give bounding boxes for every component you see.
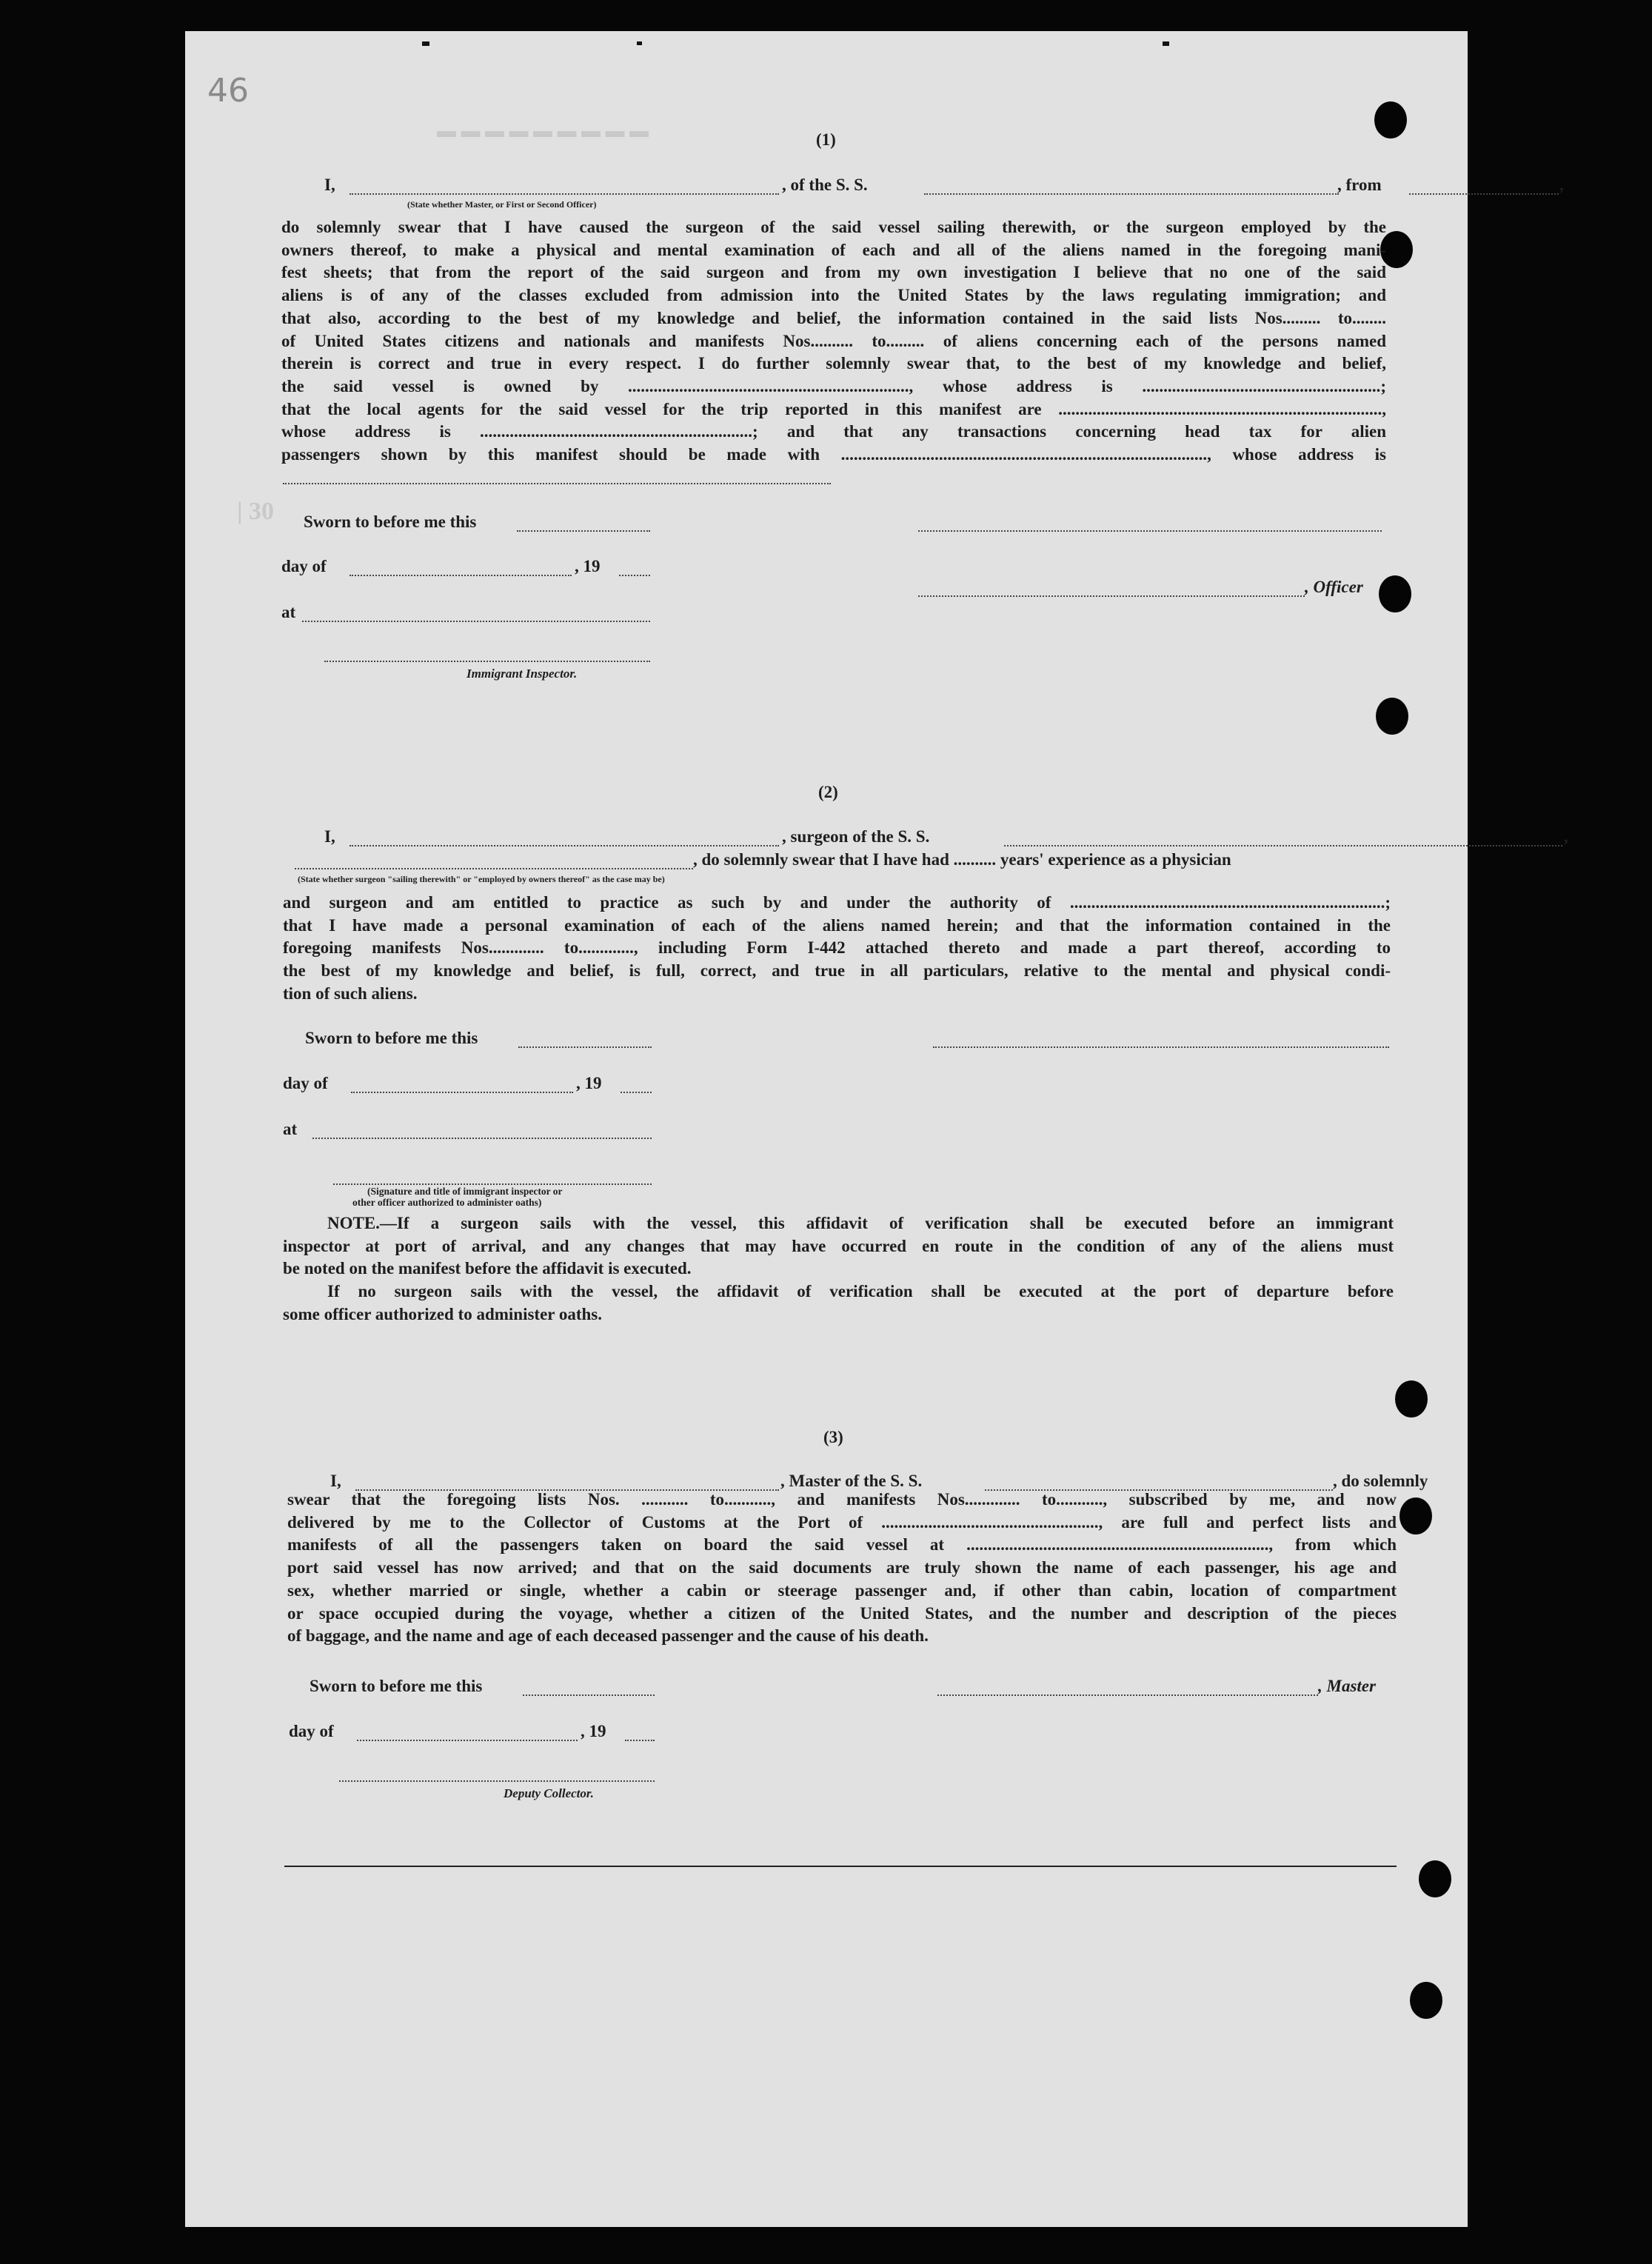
s2-note-line: be noted on the manifest before the affidavit is executed. xyxy=(283,1259,692,1278)
s2-surgeon-of-label: , surgeon of the S. S. xyxy=(782,827,930,846)
s3-collector-signature-field[interactable] xyxy=(339,1780,655,1782)
s2-surgeon-name-field[interactable] xyxy=(350,845,779,847)
s2-sworn-label: Sworn to before me this xyxy=(305,1029,478,1047)
s3-master-label: , Master xyxy=(1318,1677,1376,1695)
s3-oath-line: port said vessel has now arrived; and that on the said documents are truly shown the name of each passenger, his age and xyxy=(287,1558,1397,1577)
s1-oath-line: therein is correct and true in every respect. I do further solemnly swear that, to the best of my knowledge and belief, xyxy=(281,354,1386,373)
punch-hole xyxy=(1419,1860,1451,1897)
s2-signature-field[interactable] xyxy=(933,1046,1389,1048)
punch-hole xyxy=(1376,698,1408,735)
s2-month-field[interactable] xyxy=(351,1092,573,1093)
s2-sig-note-2: other officer authorized to administer oaths) xyxy=(352,1197,542,1208)
s2-at-label: at xyxy=(283,1120,298,1138)
s2-day-of-label: day of xyxy=(283,1074,328,1092)
s2-sworn-date-field[interactable] xyxy=(518,1046,652,1048)
s3-master-of-label: , Master of the S. S. xyxy=(780,1472,923,1490)
s2-note-line: inspector at port of arrival, and any changes that may have occurred en route in the condition of any of the aliens must xyxy=(283,1236,1394,1255)
s2-surgeon-type-field[interactable] xyxy=(295,868,693,869)
s2-year-field[interactable] xyxy=(621,1092,652,1093)
s1-officer-note: (State whether Master, or First or Second Officer) xyxy=(407,199,597,210)
s1-oath-line: owners thereof, to make a physical and mental examination of each and all of the aliens named in the foregoing mani- xyxy=(281,240,1386,259)
s1-from-port-field[interactable] xyxy=(1409,193,1559,195)
s1-sworn-label: Sworn to before me this xyxy=(304,512,477,531)
s2-oath-line: and surgeon and am entitled to practice as such by and under the authority of ..........................................................................; xyxy=(283,893,1391,912)
section-3-heading: (3) xyxy=(823,1428,843,1446)
s3-oath-line: delivered by me to the Collector of Customs at the Port of ..................................................., are full and perfect lists and xyxy=(287,1512,1397,1532)
s1-oath-line: whose address is ................................................................; and that any transactions concerning head tax for alien xyxy=(281,422,1386,441)
punch-hole xyxy=(1379,575,1411,612)
s3-day-of-label: day of xyxy=(289,1722,334,1740)
s1-inspector-label: Immigrant Inspector. xyxy=(466,667,578,681)
s1-oath-line: do solemnly swear that I have caused the surgeon of the said vessel sailing therewith, or the surgeon employed by the xyxy=(281,218,1386,236)
s1-oath-line: that the local agents for the said vessel for the trip reported in this manifest are ............................................................................, xyxy=(281,399,1386,418)
s3-oath-line: of baggage, and the name and age of each deceased passenger and the cause of his death. xyxy=(287,1626,929,1646)
s2-solemnly-line: , do solemnly swear that I have had .......... years' experience as a physician xyxy=(693,850,1231,869)
s1-at-place-field[interactable] xyxy=(302,621,650,622)
s1-officer-name-field[interactable] xyxy=(350,193,779,195)
s2-note-line: NOTE.—If a surgeon sails with the vessel, this affidavit of verification shall be executed before an immigrant xyxy=(327,1214,1394,1232)
s1-signature-field[interactable] xyxy=(918,530,1382,532)
s3-year-label: , 19 xyxy=(581,1722,606,1740)
s3-month-field[interactable] xyxy=(357,1740,578,1741)
page-corner-mark: 46 xyxy=(207,72,249,110)
s3-oath-paragraph xyxy=(287,1489,1397,1648)
s1-sworn-date-field[interactable] xyxy=(517,530,650,532)
s1-at-label: at xyxy=(281,603,296,621)
s1-trailing-comma: , xyxy=(1559,176,1564,194)
s3-oath-line: manifests of all the passengers taken on board the said vessel at ......................................................................., from which xyxy=(287,1535,1397,1555)
bottom-rule xyxy=(284,1866,1397,1867)
punch-hole xyxy=(1410,1982,1442,2019)
s3-year-field[interactable] xyxy=(625,1740,655,1741)
s1-oath-line: the said vessel is owned by .................................................................., whose address is ........................................................; xyxy=(281,376,1386,395)
s2-oath-line: the best of my knowledge and belief, is full, correct, and true in all particulars, relative to the mental and physical condi- xyxy=(283,961,1391,981)
s3-collector-label: Deputy Collector. xyxy=(504,1786,594,1800)
top-speck xyxy=(1163,41,1169,46)
document-page xyxy=(185,31,1568,2227)
section-1-heading: (1) xyxy=(816,130,836,149)
s1-year-field[interactable] xyxy=(619,575,650,576)
s3-oath-line: sex, whether married or single, whether a cabin or steerage passenger and, if other than cabin, location of compartment xyxy=(287,1580,1397,1600)
s1-month-field[interactable] xyxy=(350,575,572,576)
s2-note-line: some officer authorized to administer oaths. xyxy=(283,1304,602,1323)
s2-oath-line: that I have made a personal examination of each of the aliens named herein; and that the information contained in the xyxy=(283,915,1391,935)
s2-trailing-comma: , xyxy=(1564,827,1568,846)
s2-oath-line: tion of such aliens. xyxy=(283,984,418,1003)
s1-oath-line: that also, according to the best of my knowledge and belief, the information contained in the said lists Nos......... to........ xyxy=(281,308,1386,327)
s1-day-of-label: day of xyxy=(281,557,327,575)
s1-from-label: , from xyxy=(1337,176,1382,194)
s3-oath-line: or space occupied during the voyage, whether a citizen of the United States, and the number and description of the pieces xyxy=(287,1603,1397,1623)
s2-note-line: If no surgeon sails with the vessel, the affidavit of verification shall be executed at the port of departure before xyxy=(327,1282,1394,1301)
section-2-heading: (2) xyxy=(818,783,838,801)
s1-oath-line: of United States citizens and nationals and manifests Nos.......... to......... of aliens concerning each of the persons named xyxy=(281,331,1386,350)
s2-inspector-signature-field[interactable] xyxy=(333,1183,652,1185)
s2-at-place-field[interactable] xyxy=(312,1138,652,1139)
s2-sig-note-1: (Signature and title of immigrant inspector or xyxy=(367,1186,563,1197)
s2-oath-line: foregoing manifests Nos............. to............., including Form I-442 attached thereto and made a part thereof, according to xyxy=(283,938,1391,958)
s3-sworn-label: Sworn to before me this xyxy=(310,1677,483,1695)
s1-oath-paragraph xyxy=(281,216,1386,467)
s2-i-label: I, xyxy=(324,827,335,846)
punch-hole xyxy=(1395,1380,1428,1417)
s1-i-label: I, xyxy=(324,176,335,194)
s1-inspector-signature-field[interactable] xyxy=(324,661,650,662)
s1-vessel-name-field[interactable] xyxy=(924,193,1339,195)
s2-oath-paragraph xyxy=(283,892,1391,1006)
s1-officer-signature-field[interactable] xyxy=(918,595,1305,597)
s1-of-the-ss-label: , of the S. S. xyxy=(782,176,868,194)
s3-sworn-date-field[interactable] xyxy=(523,1694,655,1696)
s1-oath-line: aliens is of any of the classes excluded from admission into the United States by the laws regulating immigration; and xyxy=(281,286,1386,305)
bleed-through-mark: ▬ ▬ ▬ ▬ ▬ ▬ ▬ ▬ ▬ xyxy=(437,120,649,141)
top-speck xyxy=(422,41,429,46)
bleed-through-mark: | 30 xyxy=(237,498,274,525)
s2-vessel-name-field[interactable] xyxy=(1004,845,1562,847)
s1-address-continuation-field[interactable] xyxy=(283,483,831,484)
s1-oath-line: fest sheets; that from the report of the said surgeon and from my own investigation I believe that no one of the said xyxy=(281,263,1386,282)
s3-do-solemnly-label: , do solemnly xyxy=(1333,1472,1428,1490)
punch-hole xyxy=(1399,1497,1432,1535)
punch-hole xyxy=(1374,101,1407,138)
s1-officer-label: , Officer xyxy=(1305,578,1363,596)
s1-oath-line: passengers shown by this manifest should be made with ......................................................................................, whose address is xyxy=(281,445,1386,464)
s3-i-label: I, xyxy=(330,1472,341,1490)
s3-master-signature-field[interactable] xyxy=(937,1694,1318,1696)
s3-oath-line: swear that the foregoing lists Nos. ........... to..........., and manifests Nos............. to..........., subscribed by me, and now xyxy=(287,1490,1397,1509)
s1-year-label: , 19 xyxy=(575,557,601,575)
s2-year-label: , 19 xyxy=(576,1074,602,1092)
s2-surgeon-note: (State whether surgeon "sailing therewith" or "employed by owners thereof" as the case may be) xyxy=(298,874,665,884)
top-speck xyxy=(637,41,642,45)
s2-note-paragraph xyxy=(283,1212,1394,1326)
